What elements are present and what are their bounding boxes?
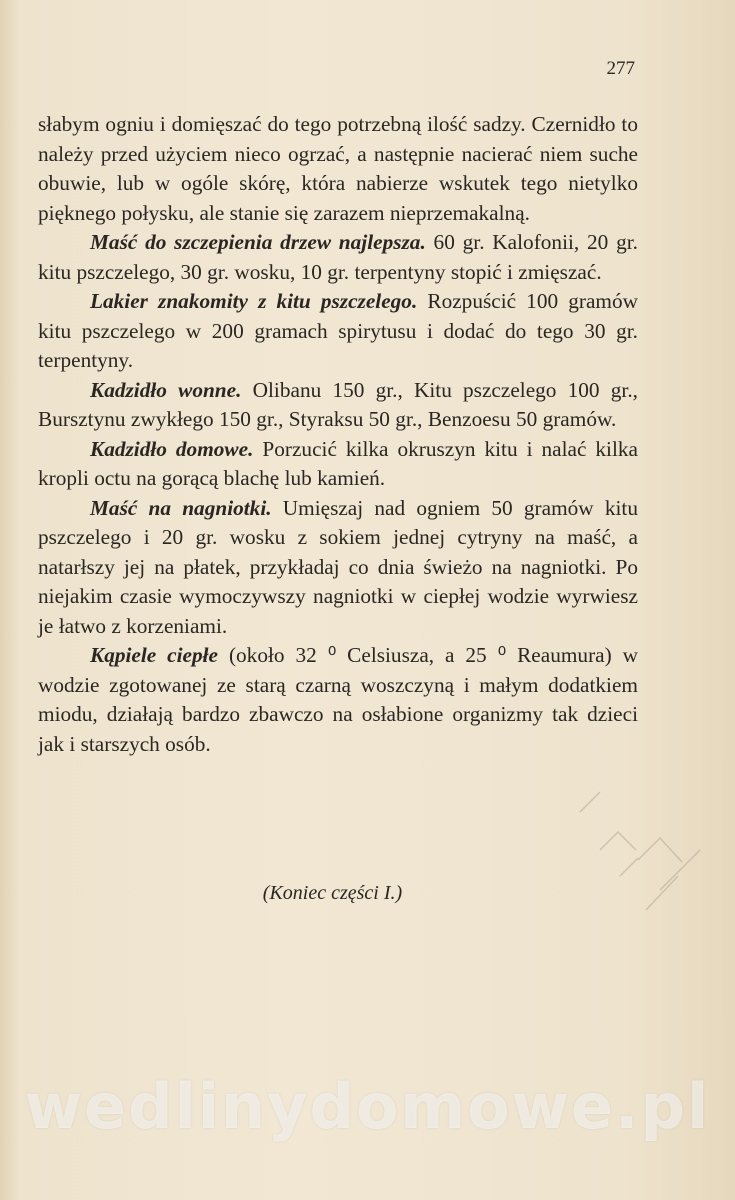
recipe-text: Rozpuścić 100 gramów kitu pszczelego w 200 gramach spirytusu i dodać do tego 30 gr. terpentyny. <box>38 289 638 372</box>
part-ending-text: (Koniec części I.) <box>262 882 403 904</box>
recipe-paragraph <box>38 376 638 435</box>
site-watermark: wedlinydomowe.pl <box>24 1070 711 1143</box>
recipe-paragraph <box>38 435 638 494</box>
recipe-heading: Kąpiele ciepłe <box>90 643 219 667</box>
recipe-paragraph <box>38 641 638 759</box>
recipe-text: Olibanu 150 gr., Kitu pszczelego 100 gr., Bursztynu zwykłego 150 gr., Styraksu 50 gr., Benzoesu 50 gramów. <box>38 377 638 431</box>
recipe-heading: Maść na nagniotki. <box>90 495 272 520</box>
recipe-text: Umięszaj nad ogniem 50 gramów kitu pszczelego i 20 gr. wosku z sokiem jednej cytryny na maść, a natarłszy jej na płatek, przykładaj co dnia świeżo na nagniotki. Po niejakim czasie wymoczywszy nagniotki w ciepłej wodzie wyrwiesz je łatwo z korzeniami. <box>38 495 638 638</box>
recipe-paragraph <box>38 494 638 642</box>
page-number: 277 <box>606 58 635 79</box>
paragraph-text: słabym ogniu i domięszać do tego potrzebną ilość sadzy. Czernidło to należy przed użyciem nieco ogrzać, a następnie nacierać niem suche obuwie, lub w ogóle skórę, która nabierze wskutek tego nietylko pięknego połysku, ale stanie się zarazem nieprzemakalną. <box>38 112 638 225</box>
recipe-text: (około 32 ⁰ Celsiusza, a 25 ⁰ Reaumura) w wodzie zgotowanej ze starą czarną woszczyną i małym dodatkiem miodu, działają bardzo zbawczo na osłabione organizmy tak dzieci jak i starszych osób. <box>38 643 639 756</box>
paragraph-continuation <box>38 110 638 228</box>
body-text <box>38 110 638 759</box>
recipe-paragraph <box>38 228 638 287</box>
recipe-paragraph <box>38 287 638 376</box>
recipe-heading: Maść do szczepienia drzew najlepsza. <box>90 230 426 254</box>
recipe-heading: Kadzidło wonne. <box>90 377 242 402</box>
recipe-text: 60 gr. Kalofonii, 20 gr. kitu pszczelego, 30 gr. wosku, 10 gr. terpentyny stopić i zmięszać. <box>38 230 638 284</box>
recipe-heading: Kadzidło domowe. <box>90 436 254 461</box>
recipe-text: Porzucić kilka okruszyn kitu i nalać kilka kropli octu na gorącą blachę lub kamień. <box>38 436 638 490</box>
recipe-heading: Lakier znakomity z kitu pszczelego. <box>90 289 418 313</box>
part-ending <box>0 882 735 905</box>
